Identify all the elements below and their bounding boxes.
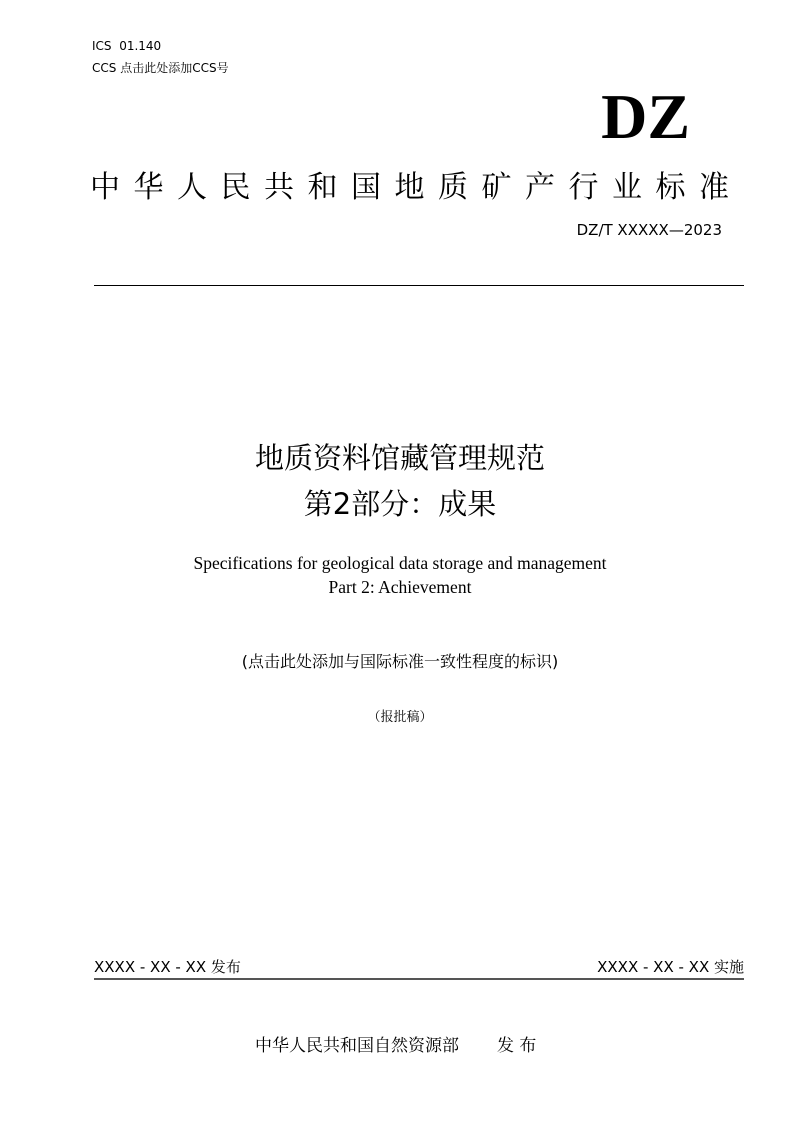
standard-type: 中华人民共和国地质矿产行业标准 xyxy=(90,170,743,205)
issuer-name: 中华人民共和国自然资源部 xyxy=(255,1036,459,1056)
ccs-line xyxy=(92,60,229,76)
issuer-line xyxy=(255,1034,536,1058)
title-zh-line2: 第2部分：成果 xyxy=(303,487,497,521)
effective-date: XXXX - XX - XX 实施 xyxy=(597,958,744,976)
top-divider xyxy=(94,285,744,286)
title-en-line1: Specifications for geological data storage and management xyxy=(193,553,607,573)
standard-code: DZ/T XXXXX—2023 xyxy=(576,221,722,239)
title-zh-line1: 地质资料馆藏管理规范 xyxy=(254,441,545,475)
ccs-label: CCS xyxy=(92,61,117,75)
ics-label: ICS xyxy=(92,39,112,53)
title-en-line2: Part 2: Achievement xyxy=(328,577,472,597)
draft-status: （报批稿） xyxy=(367,710,433,725)
ics-value: 01.140 xyxy=(119,39,162,53)
ics-line xyxy=(92,38,161,54)
dz-logo: DZ xyxy=(601,81,690,152)
ccs-value[interactable]: 点击此处添加CCS号 xyxy=(120,61,229,75)
bottom-divider xyxy=(94,978,744,980)
issue-action: 发 布 xyxy=(497,1036,537,1056)
conformity-marker[interactable]: (点击此处添加与国际标准一致性程度的标识) xyxy=(241,652,559,671)
publish-date: XXXX - XX - XX 发布 xyxy=(94,958,241,976)
